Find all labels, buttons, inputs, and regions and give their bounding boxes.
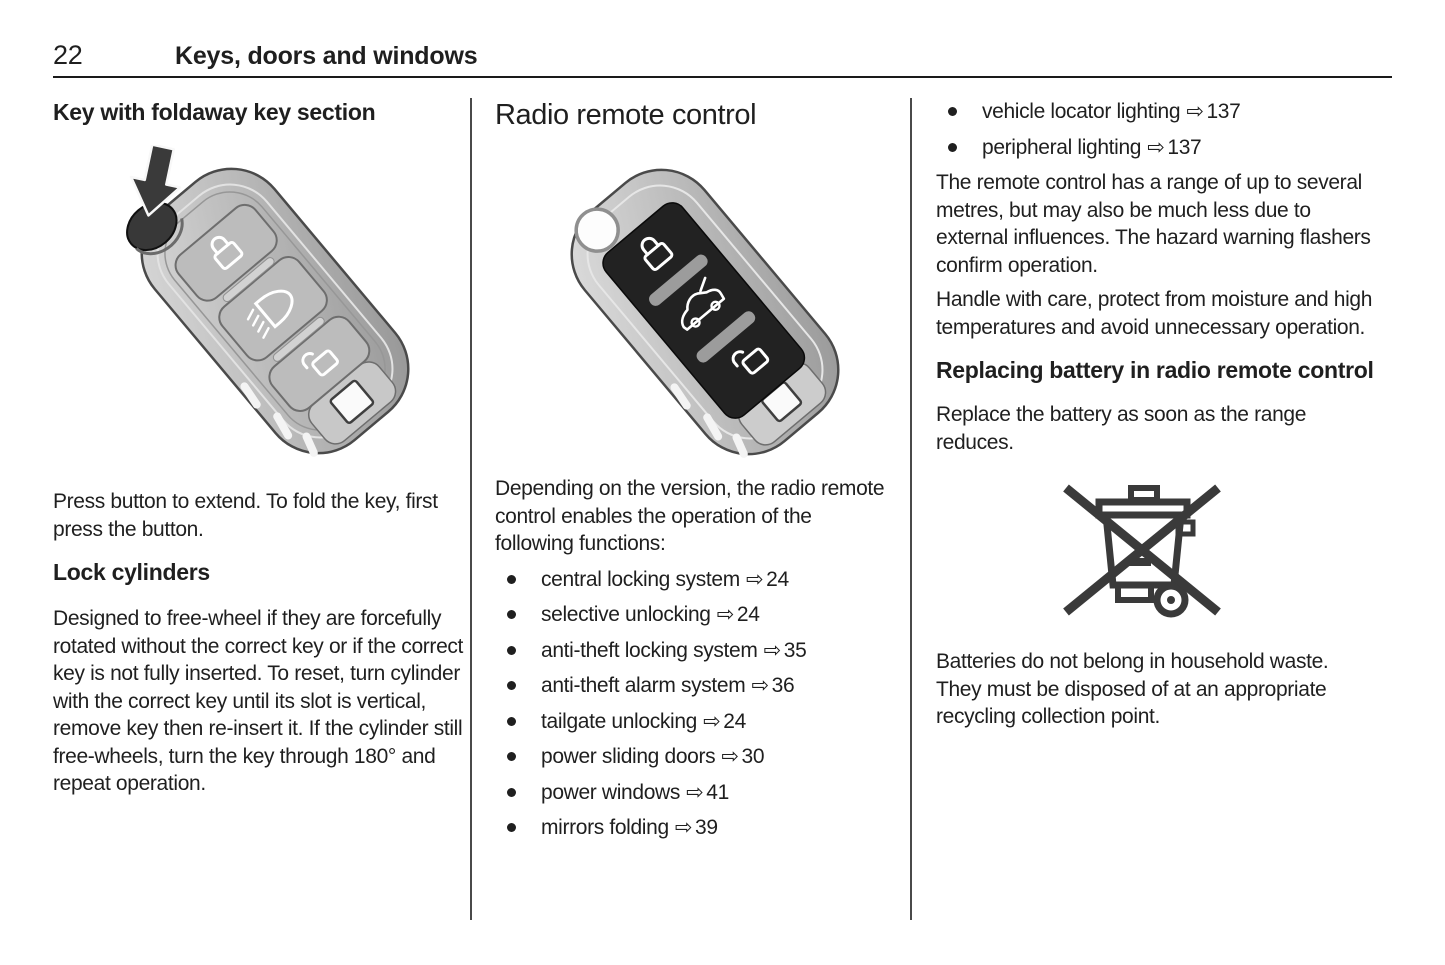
list-item bbox=[495, 814, 895, 842]
reference-page: 137 bbox=[1206, 100, 1241, 123]
reference-arrow-icon: ⇨ bbox=[721, 744, 739, 768]
reference-arrow-icon: ⇨ bbox=[686, 779, 704, 804]
battery-disposal-illustration bbox=[1054, 464, 1378, 635]
reference-arrow-icon: ⇨ bbox=[702, 708, 721, 733]
function-label: vehicle locator lighting bbox=[982, 100, 1181, 123]
column-1 bbox=[53, 98, 467, 798]
reference-arrow-icon: ⇨ bbox=[745, 566, 764, 591]
reference-arrow-icon: ⇨ bbox=[1147, 134, 1165, 159]
reference-arrow-icon: ⇨ bbox=[763, 637, 781, 662]
radio-remote-illustration bbox=[519, 150, 895, 465]
paragraph-handle-with-care: Handle with care, protect from moisture and high temperatures and avoid unnecessary operation. bbox=[936, 288, 1373, 339]
paragraph-battery-disposal: Batteries do not belong in household waste. They must be disposed of at an appropriate recycling collection point. bbox=[936, 650, 1329, 728]
reference-arrow-icon: ⇨ bbox=[716, 602, 734, 626]
chapter-title: Keys, doors and windows bbox=[175, 42, 478, 70]
paragraph-remote-range: The remote control has a range of up to several metres, but may also be much less due to external influences. The hazard warning flashers confirm operation. bbox=[936, 171, 1371, 277]
function-label: central locking system bbox=[541, 567, 740, 591]
paragraph-replace-battery: Replace the battery as soon as the range reduces. bbox=[936, 403, 1307, 454]
function-label: peripheral lighting bbox=[982, 135, 1142, 159]
foldaway-key-illustration bbox=[63, 145, 467, 475]
bullet-dot bbox=[507, 752, 516, 761]
function-label: anti-theft locking system bbox=[541, 638, 758, 662]
list-item bbox=[495, 743, 895, 771]
function-label: selective unlocking bbox=[541, 603, 711, 626]
reference-page: 36 bbox=[771, 674, 795, 697]
reference-arrow-icon: ⇨ bbox=[1186, 99, 1204, 123]
reference-page: 137 bbox=[1167, 135, 1202, 159]
function-label: power sliding doors bbox=[541, 745, 716, 768]
column-divider bbox=[470, 98, 472, 920]
bullet-dot bbox=[507, 646, 516, 655]
bullet-dot bbox=[948, 107, 957, 116]
page-header bbox=[53, 40, 1392, 78]
section-heading-replacing-battery: Replacing battery in radio remote control bbox=[936, 357, 1374, 383]
lighting-function-list bbox=[936, 98, 1378, 161]
crossed-out-wheelie-bin-icon bbox=[1054, 464, 1230, 630]
list-item bbox=[936, 134, 1378, 162]
list-item bbox=[936, 98, 1378, 126]
remote-function-list bbox=[495, 566, 895, 842]
bullet-dot bbox=[507, 788, 516, 797]
reference-page: 41 bbox=[706, 780, 729, 804]
function-label: anti-theft alarm system bbox=[541, 674, 746, 697]
bullet-dot bbox=[507, 610, 516, 619]
reference-page: 35 bbox=[783, 638, 807, 662]
reference-page: 24 bbox=[723, 709, 746, 733]
paragraph-lock-cylinders: Designed to free-wheel if they are forcefully rotated without the correct key or if the correct key is not fully inserted. To reset, turn cylinder with the correct key until its slot is vertical, remove key then re-insert it. If the cylinder still free-wheels, turn the key through 180° and repeat operation. bbox=[53, 607, 464, 795]
foldaway-key-image bbox=[63, 145, 453, 470]
list-item bbox=[495, 672, 895, 700]
paragraph-remote-functions-intro: Depending on the version, the radio remote control enables the operation of the following functions: bbox=[495, 477, 885, 555]
page-number: 22 bbox=[53, 40, 83, 70]
list-item bbox=[495, 601, 895, 629]
radio-remote-image bbox=[519, 150, 879, 460]
reference-page: 39 bbox=[695, 816, 718, 839]
list-item bbox=[495, 708, 895, 736]
list-item bbox=[495, 779, 895, 807]
reference-arrow-icon: ⇨ bbox=[751, 673, 769, 697]
list-item bbox=[495, 637, 895, 665]
bullet-dot bbox=[507, 823, 516, 832]
column-3 bbox=[936, 98, 1378, 731]
column-2 bbox=[495, 98, 895, 850]
column-divider bbox=[910, 98, 912, 920]
bullet-dot bbox=[507, 717, 516, 726]
list-item bbox=[495, 566, 895, 594]
function-label: tailgate unlocking bbox=[541, 709, 697, 733]
section-heading-foldaway-key: Key with foldaway key section bbox=[53, 99, 376, 125]
function-label: power windows bbox=[541, 780, 681, 804]
section-heading-radio-remote: Radio remote control bbox=[495, 99, 757, 131]
reference-page: 30 bbox=[741, 745, 765, 768]
reference-page: 24 bbox=[766, 567, 789, 591]
function-label: mirrors folding bbox=[541, 816, 669, 839]
reference-arrow-icon: ⇨ bbox=[674, 815, 693, 839]
bullet-dot bbox=[948, 143, 957, 152]
reference-page: 24 bbox=[736, 603, 760, 626]
section-heading-lock-cylinders: Lock cylinders bbox=[53, 559, 210, 585]
bullet-dot bbox=[507, 575, 516, 584]
bullet-dot bbox=[507, 681, 516, 690]
paragraph-press-button: Press button to extend. To fold the key, first press the button. bbox=[53, 490, 438, 541]
